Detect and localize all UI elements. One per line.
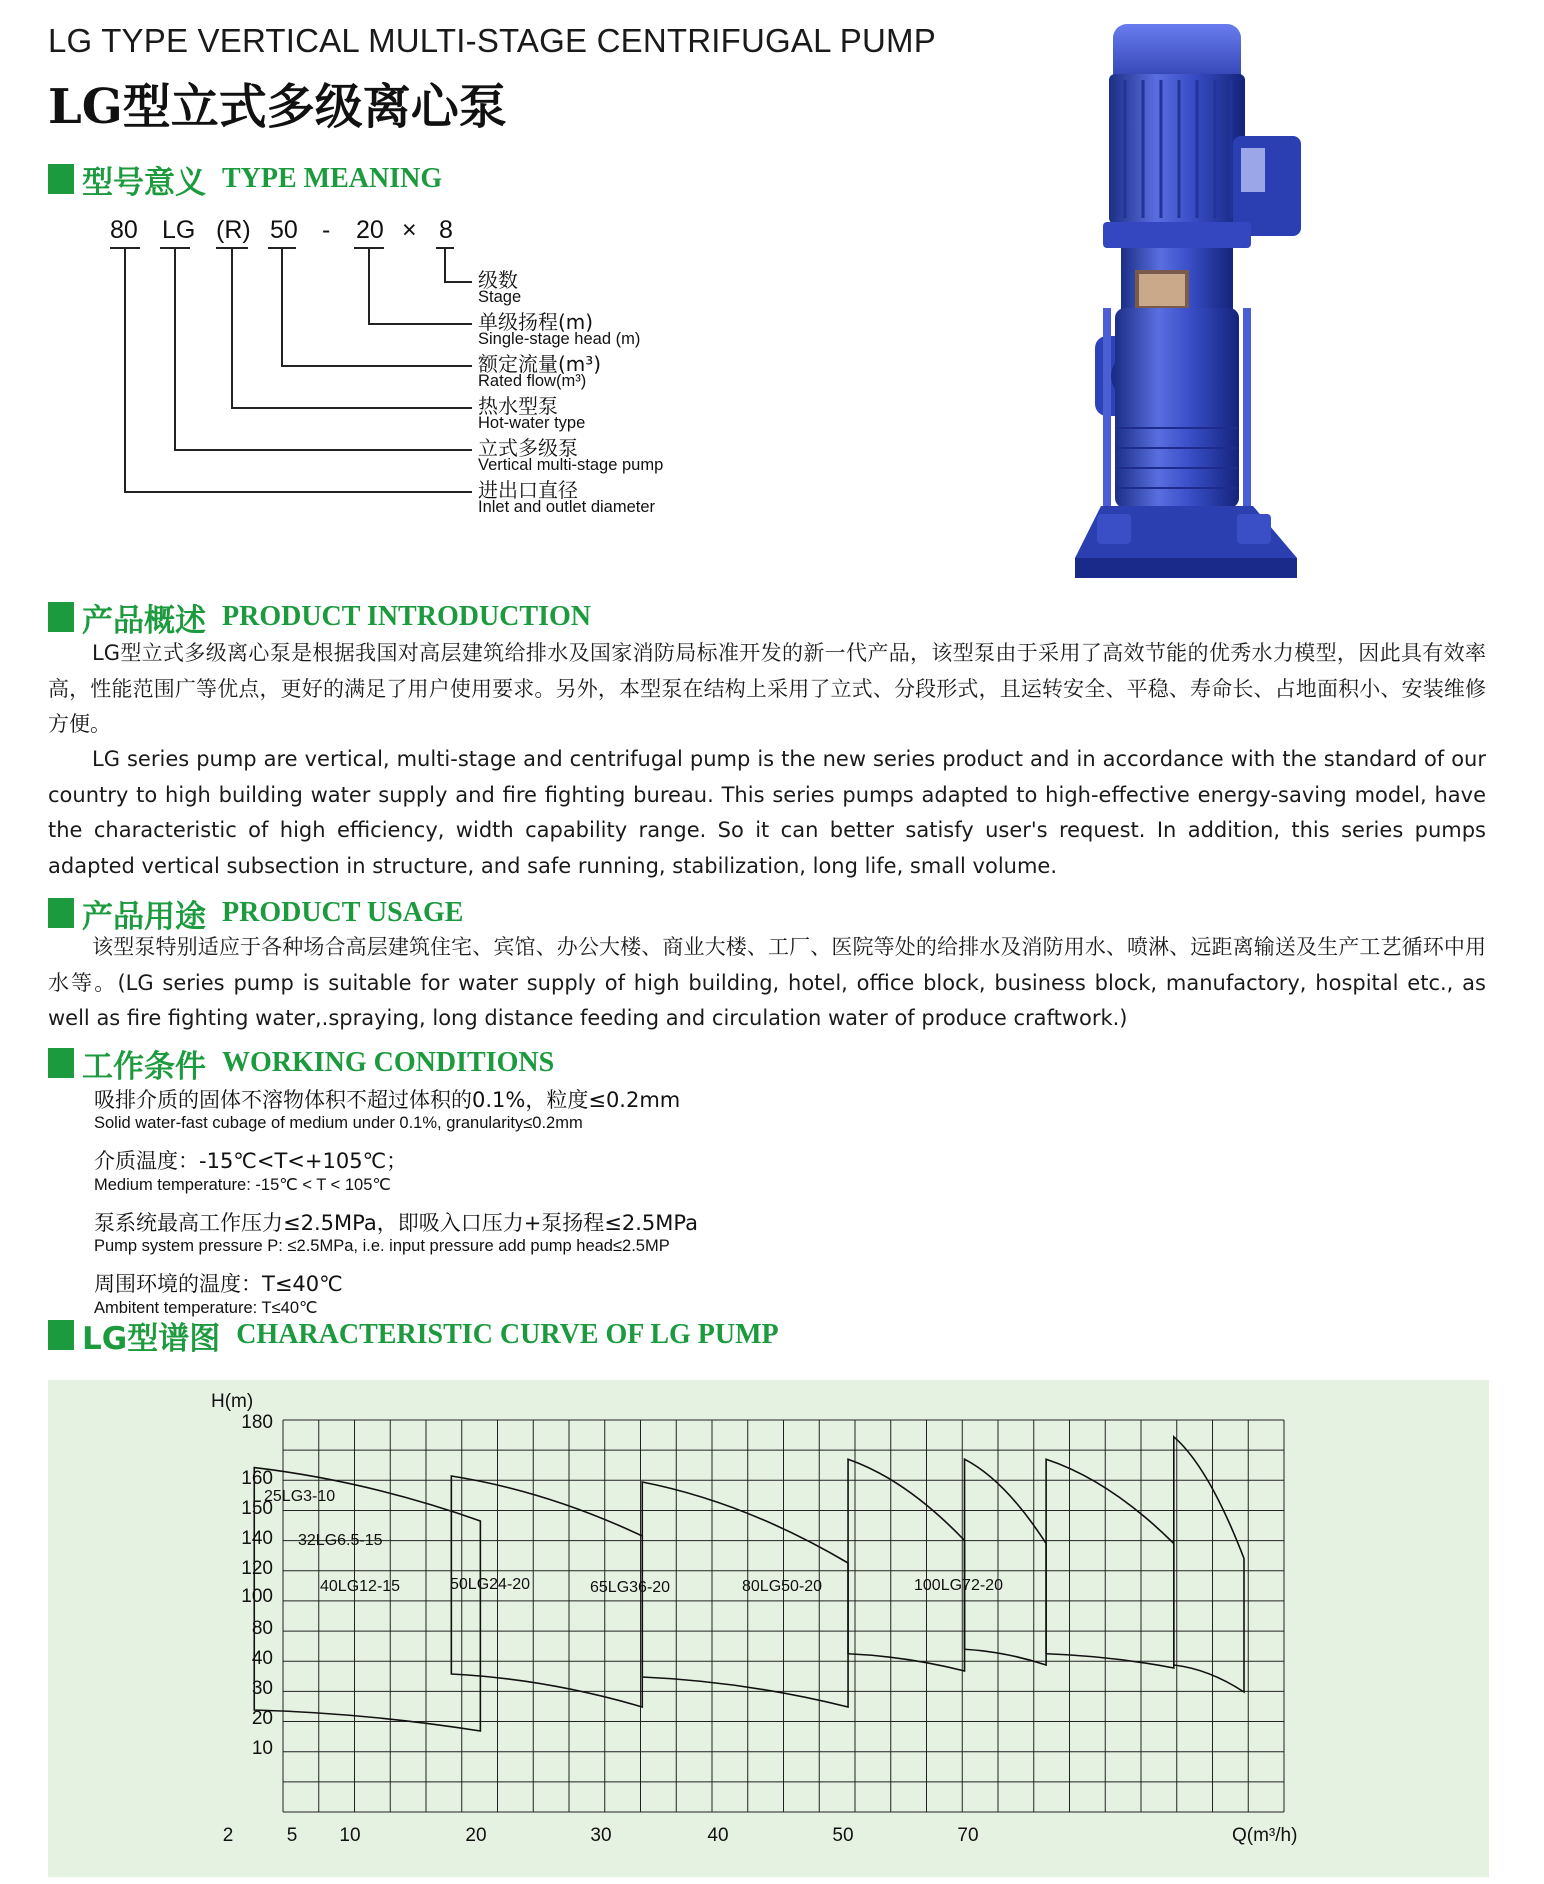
- y-tick-label: 150: [241, 1498, 273, 1519]
- chart-ticks: [223, 1412, 979, 1846]
- curve-50LG24-20: [848, 1459, 964, 1671]
- x-tick-label: 10: [339, 1825, 361, 1846]
- code-head: 20: [356, 216, 384, 244]
- condition-en: Medium temperature: -15℃ < T < 105℃: [94, 1176, 391, 1194]
- curve-100LG72-20: [1174, 1437, 1244, 1692]
- usage-paragraph: 该型泵特别适应于各种场合高层建筑住宅、宾馆、办公大楼、商业大楼、工厂、医院等处的给排水及消防用水、喷淋、远距离输送及生产工艺循环中用水等。(LG series pump is suitable for water supply of high building, hotel, office block, business block, manufactory, hospital etc., as well as fire fighting water,.spraying, long distance feeding and circulation water of produce craftwork.): [48, 935, 1486, 1030]
- code-flow: 50: [270, 216, 298, 244]
- label-stage-en: Stage: [478, 288, 522, 306]
- section-heading-cn: 工作条件: [82, 1048, 206, 1085]
- condition-cn: 周围环境的温度：T≤40℃: [94, 1272, 343, 1296]
- section-usage: [48, 892, 463, 934]
- condition-cn: 泵系统最高工作压力≤2.5MPa，即吸入口压力+泵扬程≤2.5MPa: [94, 1211, 698, 1235]
- section-heading-en: PRODUCT INTRODUCTION: [222, 601, 591, 632]
- series-label: 100LG72-20: [914, 1577, 1003, 1594]
- y-tick-label: 180: [241, 1412, 273, 1433]
- condition-en: Ambitent temperature: T≤40℃: [94, 1299, 318, 1317]
- x-tick-label: 30: [590, 1825, 612, 1846]
- label-head-cn: 单级扬程(m): [478, 310, 594, 334]
- y-tick-label: 100: [241, 1586, 273, 1607]
- y-tick-label: 120: [241, 1558, 273, 1579]
- section-heading-en: PRODUCT USAGE: [222, 897, 464, 928]
- pump-icon: [1065, 18, 1325, 610]
- x-tick-label: 50: [832, 1825, 854, 1846]
- label-head-en: Single-stage head (m): [478, 330, 641, 348]
- intro-paragraph-en: LG series pump are vertical, multi-stage and centrifugal pump is the new series product and in accordance with the standard of our country to high building water supply and fire fighting bureau. This series pumps adapted to high-effective energy-saving model, have the characteristic of high efficiency, width capability range. So it can better satisfy user's request. In addition, this series pumps adapted vertical subsection in structure, and safe running, stabilization, long life, small volume.: [48, 747, 1486, 878]
- section-marker: [48, 164, 74, 194]
- type-meaning-diagram: [48, 214, 748, 534]
- chart-panel: [48, 1380, 1489, 1877]
- condition-en: Pump system pressure P: ≤2.5MPa, i.e. input pressure add pump head≤2.5MP: [94, 1237, 670, 1255]
- series-label: 50LG24-20: [450, 1576, 531, 1593]
- x-tick-label: 2: [222, 1825, 234, 1846]
- code-dash: -: [322, 216, 331, 244]
- type-meaning-lines: [48, 214, 748, 534]
- label-diameter-cn: 进出口直径: [478, 478, 578, 502]
- section-marker: [48, 1320, 74, 1350]
- y-tick-label: 20: [251, 1708, 273, 1729]
- series-label: 25LG3-10: [264, 1488, 336, 1505]
- code-lg: LG: [162, 216, 196, 244]
- condition-cn: 介质温度：-15℃<T<+105℃；: [94, 1149, 408, 1173]
- chart-curves: [251, 1437, 1244, 1731]
- label-flow-en: Rated flow(m³): [478, 372, 587, 390]
- label-flow-cn: 额定流量(m³): [478, 352, 602, 376]
- y-tick-label: 40: [251, 1648, 273, 1669]
- title-en: LG TYPE VERTICAL MULTI-STAGE CENTRIFUGAL PUMP: [48, 22, 936, 59]
- x-axis-label: Q(m³/h): [1232, 1825, 1298, 1846]
- section-heading-cn: LG型谱图: [82, 1320, 221, 1357]
- series-label: 40LG12-15: [320, 1578, 401, 1595]
- y-tick-label: 140: [241, 1528, 273, 1549]
- x-tick-label: 70: [957, 1825, 979, 1846]
- conditions-list: [94, 1084, 994, 1318]
- series-label: 65LG36-20: [590, 1579, 671, 1596]
- section-type-meaning: [48, 158, 442, 200]
- label-hotwater-en: Hot-water type: [478, 414, 586, 432]
- section-working-conditions: [48, 1042, 554, 1084]
- label-hotwater-cn: 热水型泵: [478, 394, 558, 418]
- intro-paragraph-cn: LG型立式多级离心泵是根据我国对高层建筑给排水及国家消防局标准开发的新一代产品，该型泵由于采用了高效节能的优秀水力模型，因此具有效率高，性能范围广等优点，更好的满足了用户使用要求。另外，本型泵在结构上采用了立式、分段形式，且运转安全、平稳、寿命长、占地面积小、安装维修方便。: [48, 641, 1486, 736]
- code-size: 80: [110, 216, 138, 244]
- x-tick-label: 40: [707, 1825, 729, 1846]
- section-heading-cn: 型号意义: [82, 164, 206, 201]
- pump-illustration: [1065, 18, 1325, 610]
- y-tick-label: 30: [251, 1678, 273, 1699]
- condition-cn: 吸排介质的固体不溶物体积不超过体积的0.1%，粒度≤0.2mm: [94, 1088, 681, 1112]
- section-marker: [48, 898, 74, 928]
- label-diameter-en: Inlet and outlet diameter: [478, 498, 656, 516]
- y-axis-label: H(m): [211, 1391, 254, 1412]
- section-heading-cn: 产品概述: [82, 602, 206, 639]
- chart-grid: [283, 1420, 1284, 1812]
- series-label: 32LG6.5-15: [298, 1532, 383, 1549]
- series-label: 80LG50-20: [742, 1578, 823, 1595]
- label-vertical-cn: 立式多级泵: [478, 436, 578, 460]
- label-vertical-en: Vertical multi-stage pump: [478, 456, 664, 474]
- x-tick-label: 5: [286, 1825, 298, 1846]
- condition-en: Solid water-fast cubage of medium under 0.1%, granularity≤0.2mm: [94, 1114, 583, 1132]
- section-heading-en: WORKING CONDITIONS: [222, 1047, 555, 1078]
- curve-80LG50-20: [1046, 1459, 1174, 1668]
- section-curve: [48, 1314, 779, 1356]
- y-tick-label: 10: [251, 1738, 273, 1759]
- section-introduction: [48, 596, 591, 638]
- section-heading-en: CHARACTERISTIC CURVE OF LG PUMP: [236, 1319, 779, 1350]
- section-marker: [48, 1048, 74, 1078]
- section-heading-en: TYPE MEANING: [222, 163, 443, 194]
- y-tick-label: 160: [241, 1468, 273, 1489]
- characteristic-curve-chart: [48, 1380, 1489, 1877]
- code-r: (R): [216, 216, 251, 244]
- section-marker: [48, 602, 74, 632]
- x-tick-label: 20: [465, 1825, 487, 1846]
- title-cn: LG型立式多级离心泵: [48, 79, 507, 135]
- y-tick-label: 80: [251, 1618, 273, 1639]
- section-heading-cn: 产品用途: [82, 898, 206, 935]
- code-stage: 8: [439, 216, 453, 244]
- label-stage-cn: 级数: [478, 268, 518, 292]
- code-times: ×: [402, 216, 417, 244]
